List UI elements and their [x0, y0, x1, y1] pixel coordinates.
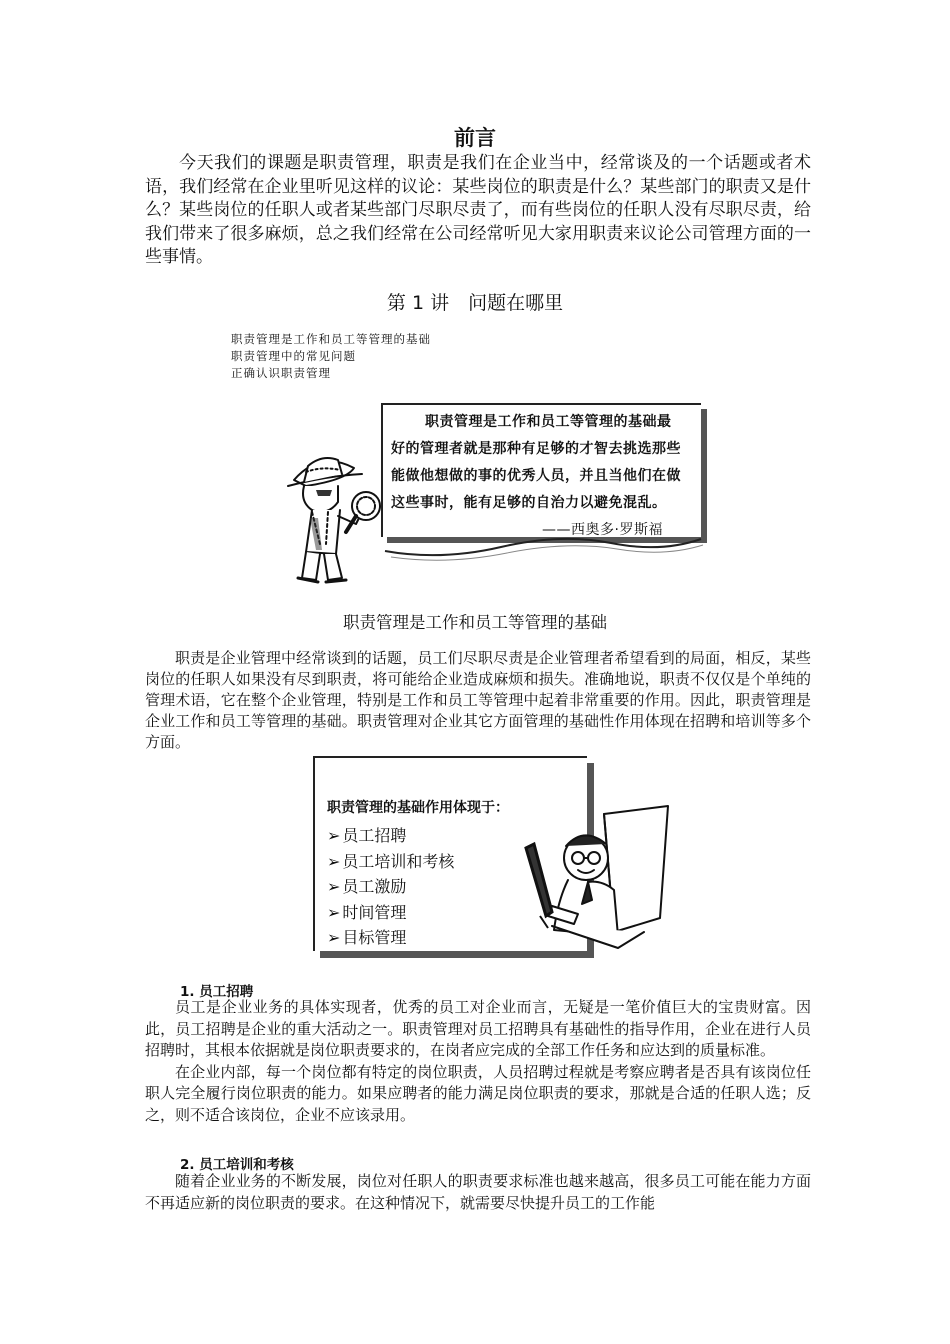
section-text: 职责是企业管理中经常谈到的话题，员工们尽职尽责是企业管理者希望看到的局面，相反，某些岗位的任职人如果没有尽到职责，将可能给企业造成麻烦和损失。准确地说，职责不仅仅是个单纯的管理术语，它在整个企业管理，特别是工作和员工等管理中起着非常重要的作用。因此，职责管理是企业工作和员工等管理的基础。职责管理对企业其它方面管理的基础性作用体现在招聘和培训等多个方面。 [145, 649, 811, 751]
outline-item: 正确认识职责管理 [231, 366, 331, 380]
arrow-icon: ➢ [327, 877, 341, 896]
section-paragraph [145, 648, 811, 753]
function-item: ➢ 员工招聘 [327, 826, 407, 845]
writer-illustration [518, 800, 678, 955]
training-text: 随着企业业务的不断发展，岗位对任职人的职责要求标准也越来越高，很多员工可能在能力方面不再适应新的岗位职责的要求。在这种情况下，就需要尽快提升员工的工作能 [145, 1172, 811, 1212]
outline-item: 职责管理中的常见问题 [231, 349, 356, 363]
recruit-paragraph: 员工是企业业务的具体实现者，优秀的员工对企业而言，无疑是一笔价值巨大的宝贵财富。因此，员工招聘是企业的重大活动之一。职责管理对员工招聘具有基础性的指导作用，企业在进行人员招聘时，其根本依据就是岗位职责要求的，在岗者应完成的全部工作任务和应达到的质量标准。 [145, 998, 811, 1059]
recruit-paragraphs [145, 997, 811, 1126]
function-heading: 职责管理的基础作用体现于： [327, 800, 509, 816]
quote-line: 好的管理者就是那种有足够的才智去挑选那些 [391, 441, 681, 457]
preface-title: 前言 [454, 126, 496, 150]
function-item: ➢ 员工激励 [327, 877, 407, 896]
subsection-heading: 2. 员工培训和考核 [180, 1157, 294, 1173]
arrow-icon: ➢ [327, 851, 341, 871]
quote-author: ——西奥多·罗斯福 [542, 522, 663, 538]
arrow-icon: ➢ [327, 902, 341, 922]
function-item: ➢ 目标管理 [327, 928, 407, 947]
quote-text [391, 409, 693, 544]
function-item: ➢ 时间管理 [327, 902, 407, 922]
outline-item: 职责管理是工作和员工等管理的基础 [231, 332, 431, 346]
training-paragraph [145, 1171, 811, 1214]
arrow-icon: ➢ [327, 928, 341, 947]
subsection-heading: 1. 员工招聘 [180, 984, 254, 1000]
quote-line: 这些事时，能有足够的自治力以避免混乱。 [391, 495, 667, 511]
quote-line: 能做他想做的事的优秀人员，并且当他们在做 [391, 468, 681, 484]
function-list [327, 797, 509, 951]
quote-line: 职责管理是工作和员工等管理的基础最 [425, 414, 672, 430]
preface-text: 今天我们的课题是职责管理，职责是我们在企业当中，经常谈及的一个话题或者术语，我们经常在企业里听见这样的议论：某些岗位的职责是什么？某些部门的职责又是什么？某些岗位的任职人或者某些部门尽职尽责了，而有些岗位的任职人没有尽职尽责，给我们带来了很多麻烦，总之我们经常在公司经常听见大家用职责来议论公司管理方面的一些事情。 [145, 153, 811, 267]
arrow-icon: ➢ [327, 826, 341, 845]
preface-paragraph [145, 152, 811, 270]
recruit-paragraph: 在企业内部，每一个岗位都有特定的岗位职责，人员招聘过程就是考察应聘者是否具有该岗位任职人完全履行岗位职责的能力。如果应聘者的能力满足岗位职责的要求，那就是合适的任职人选；反之，则不适合该岗位，企业不应该录用。 [145, 1062, 811, 1124]
paper-wave-decoration [381, 527, 711, 561]
lecture-outline [231, 331, 431, 382]
function-item: ➢ 员工培训和考核 [327, 851, 455, 871]
section-title: 职责管理是工作和员工等管理的基础 [343, 613, 607, 632]
lecture-title: 第 1 讲 问题在哪里 [386, 292, 564, 314]
